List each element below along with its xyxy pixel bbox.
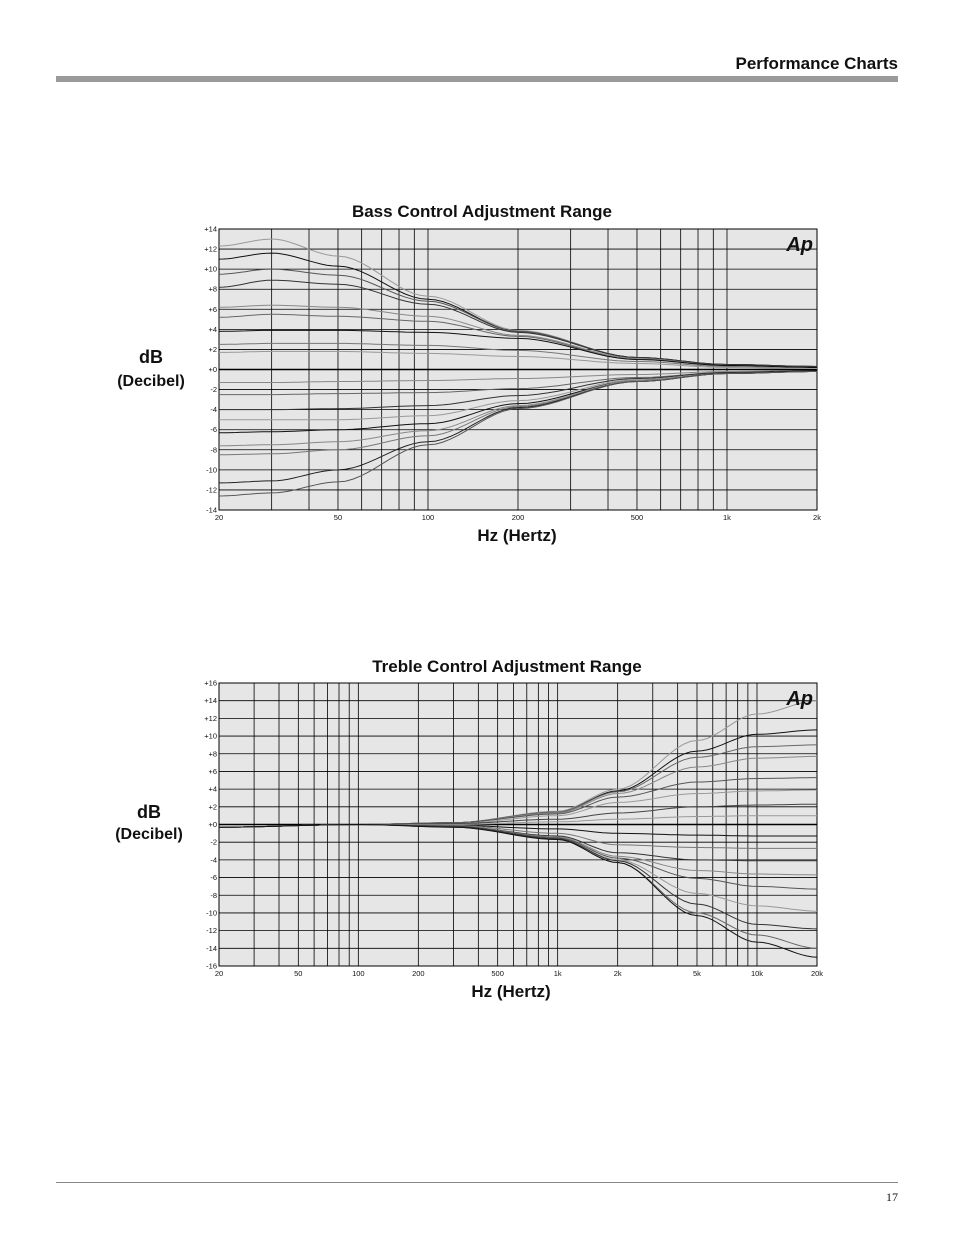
treble-xtick-label: 500 <box>491 969 504 978</box>
treble-ylabel: dB <box>137 802 161 822</box>
treble-ytick-label: -2 <box>210 837 217 847</box>
bass-ytick-label: -10 <box>206 465 217 475</box>
treble-ytick-label: +6 <box>208 766 217 776</box>
treble-xlabel: Hz (Hertz) <box>471 982 551 1001</box>
bass-ytick-label: +2 <box>208 344 217 354</box>
bass-ytick-label: +12 <box>204 244 217 254</box>
header-rule <box>56 76 898 82</box>
bass-xtick-label: 100 <box>421 513 435 522</box>
bass-ytick-label: -8 <box>210 445 217 455</box>
bass-ytick-label: -12 <box>206 485 217 495</box>
bass-ap-logo: Ap <box>786 234 813 256</box>
bass-ytick-label: -4 <box>210 405 217 415</box>
treble-xtick-label: 10k <box>750 969 764 978</box>
bass-ytick-label: +14 <box>204 224 217 234</box>
treble-ytick-label: +12 <box>204 713 217 723</box>
treble-ytick-label: +14 <box>204 696 217 706</box>
bass-xtick-label: 200 <box>511 513 525 522</box>
bass-xtick-label: 500 <box>630 513 644 522</box>
treble-chart-title: Treble Control Adjustment Range <box>372 657 642 676</box>
treble-ytick-label: -16 <box>206 961 217 971</box>
treble-ytick-label: -14 <box>206 943 217 953</box>
bass-ytick-label: -6 <box>210 425 217 435</box>
treble-chart-plot <box>190 676 830 986</box>
treble-ytick-label: +0 <box>208 820 217 829</box>
bass-ytick-label: +8 <box>208 284 217 294</box>
treble-xtick-label: 50 <box>294 969 303 978</box>
treble-ytick-label: -4 <box>210 855 217 865</box>
treble-xtick-label: 1k <box>553 969 562 978</box>
bass-ytick-label: +10 <box>204 264 217 274</box>
treble-ytick-label: +16 <box>204 678 217 688</box>
bass-xtick-label: 2k <box>813 513 821 522</box>
treble-xtick-label: 20 <box>214 969 224 978</box>
treble-xtick-label: 5k <box>693 969 701 978</box>
treble-ytick-label: -12 <box>206 926 217 936</box>
page-number: 17 <box>886 1190 898 1204</box>
treble-xtick-label: 2k <box>613 969 622 978</box>
treble-ytick-label: +8 <box>208 749 217 759</box>
bass-ylabel-sub: (Decibel) <box>117 373 185 390</box>
bass-ylabel: dB <box>139 347 163 367</box>
treble-ytick-label: -6 <box>210 873 217 883</box>
treble-xtick-label: 200 <box>412 969 425 978</box>
bass-ytick-label: -14 <box>206 505 217 515</box>
treble-xtick-label: 100 <box>352 969 365 978</box>
bass-xlabel: Hz (Hertz) <box>477 526 557 545</box>
treble-ap-logo: Ap <box>786 688 813 710</box>
treble-ytick-label: +10 <box>204 731 217 741</box>
treble-ylabel-sub: (Decibel) <box>115 826 183 843</box>
footer-rule <box>56 1182 898 1183</box>
treble-ytick-label: +2 <box>208 802 217 812</box>
header-title: Performance Charts <box>735 54 898 73</box>
bass-chart-plot <box>190 222 830 532</box>
bass-chart-title: Bass Control Adjustment Range <box>351 202 613 221</box>
bass-ytick-label: -2 <box>210 385 217 395</box>
treble-ytick-label: -8 <box>210 890 217 900</box>
bass-xtick-label: 1k <box>723 513 731 522</box>
treble-ytick-label: +4 <box>208 784 217 794</box>
bass-xtick-label: 20 <box>214 513 224 522</box>
bass-xtick-label: 50 <box>333 513 343 522</box>
treble-xtick-label: 20k <box>810 969 824 978</box>
treble-ytick-label: -10 <box>206 908 217 918</box>
bass-ytick-label: +0 <box>208 365 217 374</box>
bass-ytick-label: +6 <box>208 304 217 314</box>
bass-ytick-label: +4 <box>208 324 217 334</box>
